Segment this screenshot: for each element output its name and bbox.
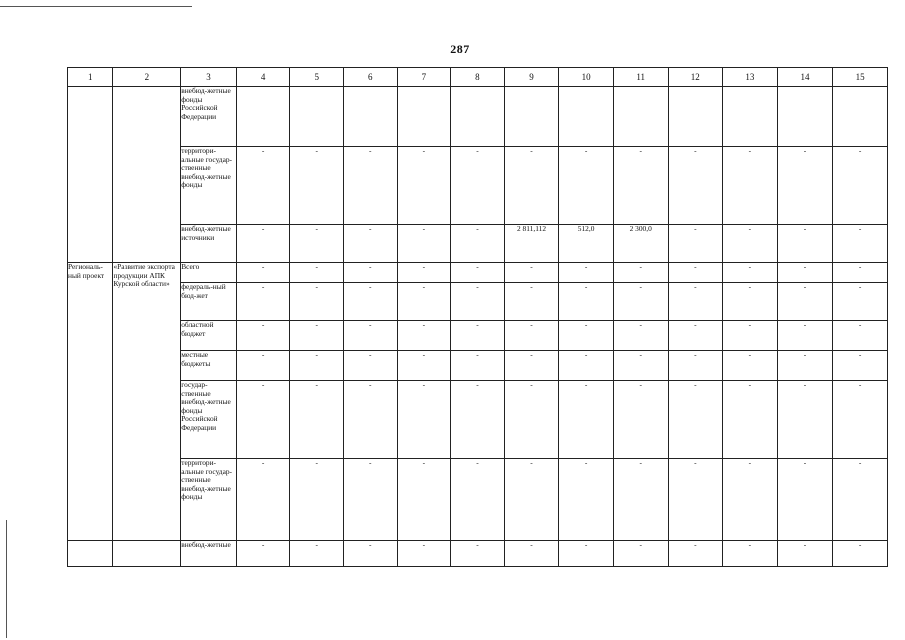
value-cell: -: [613, 541, 668, 567]
value-cell: -: [833, 381, 888, 459]
value-cell: -: [559, 321, 614, 351]
top-rule: [0, 6, 192, 7]
value-cell: -: [236, 263, 290, 283]
value-cell: -: [833, 263, 888, 283]
funding-source-cell: местные бюджеты: [181, 351, 237, 381]
value-cell: -: [504, 351, 559, 381]
value-cell: -: [236, 225, 290, 263]
budget-table: [67, 67, 888, 567]
table-row: [68, 283, 888, 321]
project-name-cell: [113, 541, 181, 567]
value-cell: -: [290, 321, 344, 351]
value-cell: -: [236, 147, 290, 225]
funding-source-cell: территори-альные государ-ственные внебюд-жетные фонды: [181, 147, 237, 225]
value-cell: -: [397, 351, 451, 381]
value-cell: -: [833, 541, 888, 567]
funding-source-cell: внебюд-жетные: [181, 541, 237, 567]
value-cell: -: [559, 147, 614, 225]
value-cell: -: [451, 147, 505, 225]
value-cell: -: [723, 263, 778, 283]
page-number: 287: [450, 42, 470, 56]
value-cell: -: [504, 541, 559, 567]
value-cell: -: [451, 381, 505, 459]
value-cell: [833, 87, 888, 147]
value-cell: -: [504, 321, 559, 351]
value-cell: -: [290, 225, 344, 263]
value-cell: -: [833, 147, 888, 225]
value-cell: -: [833, 283, 888, 321]
value-cell: -: [613, 459, 668, 541]
value-cell: -: [777, 351, 833, 381]
column-header-12: 12: [668, 68, 723, 87]
column-header-13: 13: [723, 68, 778, 87]
table-row: [68, 147, 888, 225]
project-type-cell: [68, 541, 113, 567]
funding-source-cell: областной бюджет: [181, 321, 237, 351]
value-cell: -: [504, 381, 559, 459]
project-type-cell: [68, 87, 113, 263]
value-cell: [559, 87, 614, 147]
value-cell: -: [290, 351, 344, 381]
value-cell: -: [397, 321, 451, 351]
column-header-7: 7: [397, 68, 451, 87]
value-cell: [451, 87, 505, 147]
value-cell: -: [397, 459, 451, 541]
value-cell: -: [343, 283, 397, 321]
value-cell: -: [236, 283, 290, 321]
value-cell: -: [613, 351, 668, 381]
value-cell: -: [777, 321, 833, 351]
value-cell: [777, 87, 833, 147]
value-cell: -: [504, 283, 559, 321]
column-header-9: 9: [504, 68, 559, 87]
value-cell: -: [668, 225, 723, 263]
value-cell: [397, 87, 451, 147]
value-cell: -: [559, 459, 614, 541]
value-cell: -: [451, 541, 505, 567]
value-cell: -: [451, 459, 505, 541]
value-cell: -: [833, 459, 888, 541]
value-cell: -: [451, 351, 505, 381]
value-cell: -: [290, 263, 344, 283]
value-cell: -: [290, 283, 344, 321]
value-cell: -: [397, 225, 451, 263]
left-margin-rule: [6, 520, 7, 638]
column-header-6: 6: [343, 68, 397, 87]
table-row: [68, 225, 888, 263]
value-cell: -: [668, 147, 723, 225]
value-cell: -: [397, 541, 451, 567]
value-cell: -: [343, 263, 397, 283]
value-cell: -: [777, 541, 833, 567]
funding-source-cell: государ-ственные внебюд-жетные фонды Российской Федерации: [181, 381, 237, 459]
value-cell: [290, 87, 344, 147]
column-header-2: 2: [113, 68, 181, 87]
column-header-10: 10: [559, 68, 614, 87]
value-cell: -: [290, 381, 344, 459]
funding-source-cell: внебюд-жетные фонды Российской Федерации: [181, 87, 237, 147]
column-header-14: 14: [777, 68, 833, 87]
value-cell: -: [777, 263, 833, 283]
value-cell: [343, 87, 397, 147]
value-cell: -: [236, 541, 290, 567]
funding-source-cell: федераль-ный бюд-жет: [181, 283, 237, 321]
value-cell: -: [504, 147, 559, 225]
value-cell: -: [777, 381, 833, 459]
value-cell: -: [613, 381, 668, 459]
funding-source-cell: внебюд-жетные источники: [181, 225, 237, 263]
table-row: [68, 541, 888, 567]
value-cell: -: [668, 283, 723, 321]
value-cell: -: [723, 147, 778, 225]
project-name-cell: [113, 87, 181, 263]
value-cell: -: [723, 225, 778, 263]
column-header-4: 4: [236, 68, 290, 87]
value-cell: -: [723, 351, 778, 381]
table-row: [68, 459, 888, 541]
column-header-1: 1: [68, 68, 113, 87]
value-cell: -: [397, 381, 451, 459]
value-cell: -: [833, 351, 888, 381]
value-cell: -: [723, 381, 778, 459]
value-cell: -: [236, 459, 290, 541]
value-cell: -: [290, 459, 344, 541]
value-cell: -: [451, 283, 505, 321]
value-cell: -: [668, 321, 723, 351]
value-cell: -: [833, 321, 888, 351]
value-cell: -: [777, 147, 833, 225]
value-cell: -: [613, 321, 668, 351]
value-cell: -: [236, 321, 290, 351]
value-cell: [668, 87, 723, 147]
column-header-15: 15: [833, 68, 888, 87]
value-cell: -: [343, 225, 397, 263]
value-cell: -: [290, 541, 344, 567]
value-cell: -: [343, 147, 397, 225]
value-cell: -: [668, 351, 723, 381]
value-cell: -: [668, 459, 723, 541]
value-cell: -: [343, 541, 397, 567]
value-cell: -: [236, 351, 290, 381]
table-row: [68, 321, 888, 351]
table-body: [68, 87, 888, 567]
value-cell: -: [723, 321, 778, 351]
value-cell: -: [451, 225, 505, 263]
value-cell: -: [777, 225, 833, 263]
value-cell: -: [397, 283, 451, 321]
value-cell: -: [504, 459, 559, 541]
value-cell: -: [343, 381, 397, 459]
value-cell: -: [613, 147, 668, 225]
value-cell: -: [668, 541, 723, 567]
table-row: [68, 381, 888, 459]
value-cell: -: [559, 381, 614, 459]
value-cell: -: [559, 541, 614, 567]
value-cell: -: [559, 263, 614, 283]
value-cell: -: [613, 283, 668, 321]
funding-source-cell: территори-альные государ-ственные внебюд-жетные фонды: [181, 459, 237, 541]
project-type-cell: Региональ-ный проект: [68, 263, 113, 541]
value-cell: 512,0: [559, 225, 614, 263]
value-cell: -: [559, 283, 614, 321]
value-cell: -: [723, 459, 778, 541]
value-cell: -: [504, 263, 559, 283]
value-cell: -: [343, 321, 397, 351]
value-cell: -: [451, 263, 505, 283]
value-cell: [504, 87, 559, 147]
value-cell: -: [613, 263, 668, 283]
value-cell: -: [777, 283, 833, 321]
value-cell: -: [833, 225, 888, 263]
value-cell: -: [668, 381, 723, 459]
column-header-3: 3: [181, 68, 237, 87]
column-header-11: 11: [613, 68, 668, 87]
value-cell: -: [290, 147, 344, 225]
value-cell: -: [559, 351, 614, 381]
value-cell: -: [236, 381, 290, 459]
table-row: [68, 87, 888, 147]
value-cell: -: [668, 263, 723, 283]
value-cell: [236, 87, 290, 147]
value-cell: -: [343, 351, 397, 381]
value-cell: -: [451, 321, 505, 351]
value-cell: -: [397, 263, 451, 283]
project-name-cell: «Развитие экспорта продукции АПК Курской области»: [113, 263, 181, 541]
value-cell: -: [723, 283, 778, 321]
column-header-5: 5: [290, 68, 344, 87]
value-cell: 2 811,112: [504, 225, 559, 263]
value-cell: -: [723, 541, 778, 567]
value-cell: -: [777, 459, 833, 541]
value-cell: -: [397, 147, 451, 225]
table-header-row: [68, 68, 888, 87]
column-header-8: 8: [451, 68, 505, 87]
table-row: [68, 263, 888, 283]
value-cell: [613, 87, 668, 147]
value-cell: -: [343, 459, 397, 541]
value-cell: 2 300,0: [613, 225, 668, 263]
funding-source-cell: Всего: [181, 263, 237, 283]
value-cell: [723, 87, 778, 147]
table-row: [68, 351, 888, 381]
